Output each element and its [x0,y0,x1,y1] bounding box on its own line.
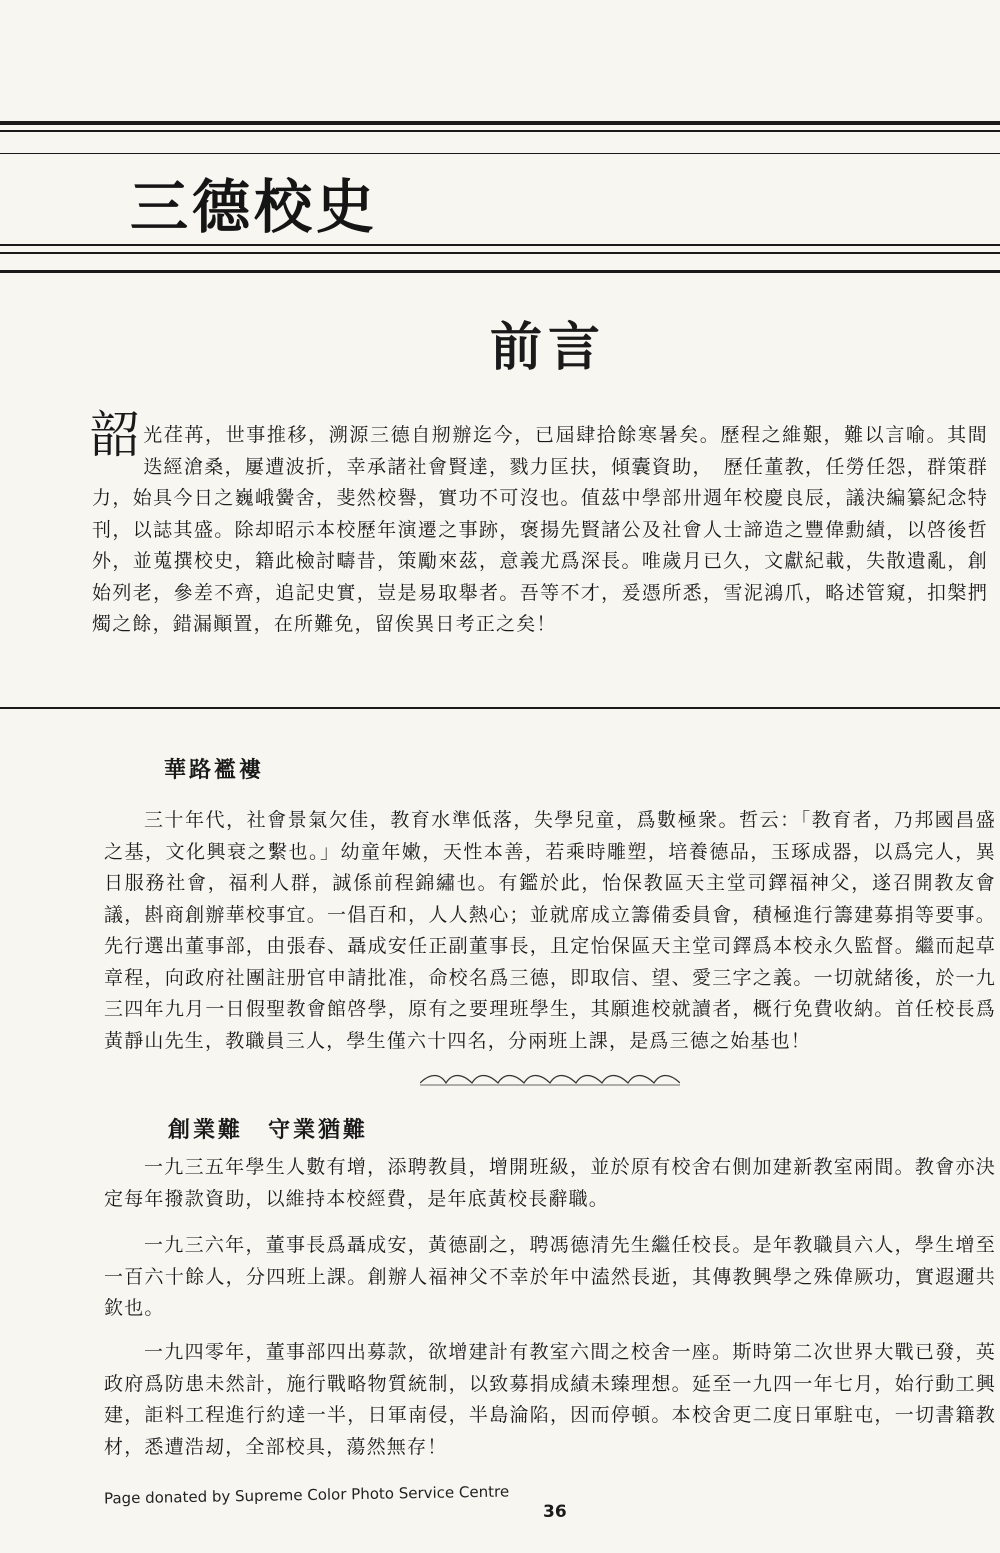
preface-text: 光荏苒，世事推移，溯源三德自剏辦迄今，已屆肆拾餘寒暑矣。歷程之維艱，難以言喻。其間迭經滄桑，屢遭波折，幸承諸社會賢達，戮力匡扶，傾囊資助， 歷任董教，任勞任怨，群策群力，始具今日之巍峨黌舍，斐然校譽，實功不可沒也。值茲中學部卅週年校慶良辰，議決編纂紀念特刊，以誌其盛。除却昭示本校歷年演遷之事跡，褒揚先賢諸公及社會人士諦造之豐偉勳績，以啓後哲外，並蒐撰校史，籍此檢討疇昔，策勵來茲，意義尤爲深長。唯歲月已久，文獻紀載，失散遺亂，創始列老，參差不齊，追記史實，豈是易取舉者。吾等不才，爰憑所悉，雪泥鴻爪，略述管窺，扣槃捫燭之餘，錯漏顚置，在所難免，留俟異日考正之矣！ [92,424,988,635]
section1-heading: 華路襤褸 [164,757,265,783]
ornament-divider [420,1073,680,1087]
top-rule-thin [0,130,1000,132]
title-rule-3 [0,270,1000,273]
page-title: 三德校史 [130,173,379,241]
section2-paragraph-1: 一九三五年學生人數有增，添聘教員，增開班級，並於原有校舍右側加建新教室兩間。教會亦決定每年撥款資助，以維持本校經費，是年底黃校長辭職。 [104,1156,996,1210]
top-rule-thick [0,121,1000,125]
top-rule-inner [0,153,1000,154]
title-rule-1 [0,244,1000,246]
section2-heading: 創業難 守業猶難 [168,1117,369,1143]
section2-paragraph-2: 一九三六年，董事長爲聶成安，黃德副之，聘馮德清先生繼任校長。是年教職員六人，學生增至一百六十餘人，分四班上課。創辦人福神父不幸於年中溘然長逝，其傳教興學之殊偉厥功，實遐邇共欽也。 [104,1234,996,1319]
section1-paragraph: 三十年代，社會景氣欠佳，教育水準低落，失學兒童，爲數極衆。哲云：「教育者，乃邦國昌盛之基，文化興衰之繫也。」幼童年嫩，天性本善，若乘時雕塑，培養德品，玉琢成器，以爲完人，異日服務社會，福利人群，誠係前程錦繡也。有鑑於此，怡保教區天主堂司鐸福神父，遂召開教友會議，斟商創辦華校事宜。一倡百和，人人熱心；並就席成立籌備委員會，積極進行籌建募捐等要事。先行選出董事部，由張春、聶成安任正副董事長，且定怡保區天主堂司鐸爲本校永久監督。繼而起草章程，向政府社團註册官申請批准，命校名爲三德，即取信、望、愛三字之義。一切就緒後，於一九三四年九月一日假聖教會館啓學，原有之要理班學生，其願進校就讀者，概行免費收納。首任校長爲黃靜山先生，教職員三人，學生僅六十四名，分兩班上課，是爲三德之始基也！ [104,809,996,1052]
section2-paragraph-3: 一九四零年，董事部四出募款，欲增建計有教室六間之校舍一座。斯時第二次世界大戰已發，英政府爲防患未然計，施行戰略物質統制，以致募捐成績未臻理想。延至一九四一年七月，始行動工興建，詎料工程進行約達一半，日軍南侵，半島淪陷，因而停頓。本校舍更二度日軍駐屯，一切書籍教材，悉遭浩刼，全部校具，蕩然無存！ [104,1341,996,1458]
title-rule-2 [0,252,1000,254]
page-number: 36 [543,1502,567,1522]
preface-dropcap: 韶 [90,406,142,464]
preface-end-rule [0,707,1000,709]
preface-paragraph [90,406,988,641]
preface-heading: 前言 [490,317,607,378]
footer-credit: Page donated by Supreme Color Photo Service Centre [103,1482,510,1508]
